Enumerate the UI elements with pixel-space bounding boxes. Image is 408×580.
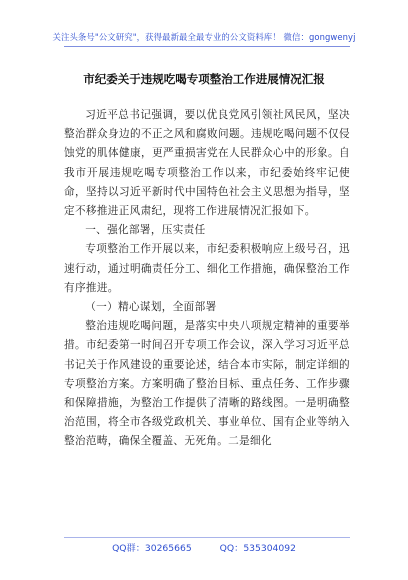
paragraph-subsection-1: 整治违规吃喝问题，是落实中央八项规定精神的重要举措。市纪委第一时间召开专项工作会议，深入学习习近平总书记关于作风建设的重要论述，结合本市实际，制定详细的专项整治方案。方案明确了整治目标、重点任务、工作步骤和保障措施，为整治工作提供了清晰的路线图。一是明确整治范围，将全市各级党政机关、事业单位、国有企业等纳入整治范畴，确保全覆盖、无死角。二是细化 bbox=[64, 320, 350, 448]
footer-qq-group: QQ群：30265665 bbox=[112, 543, 192, 554]
header-divider bbox=[64, 46, 350, 47]
header-notice: 关注头条号"公文研究"，获得最新最全最专业的公文资料库！ 微信：gongwenyj bbox=[52, 32, 356, 42]
paragraph-section-1: 专项整治工作开展以来，市纪委积极响应上级号召，迅速行动，通过明确责任分工、细化工作措施，确保整治工作有序推进。 bbox=[64, 243, 350, 294]
footer-contact bbox=[0, 540, 408, 554]
section-heading-1: 一、强化部署，压实责任 bbox=[85, 224, 206, 237]
footer-divider bbox=[64, 537, 350, 538]
subsection-heading-1: （一）精心谋划，全面部署 bbox=[85, 301, 217, 314]
paragraph-intro: 习近平总书记强调，要以优良党风引领社风民风，坚决整治群众身边的不正之风和腐败问题。违规吃喝问题不仅侵蚀党的肌体健康，更严重损害党在人民群众心中的形象。自我市开展违规吃喝专项整治工作以来，市纪委始终牢记使命，坚持以习近平新时代中国特色社会主义思想为指导，坚定不移推进正风肃纪，现将工作进展情况汇报如下。 bbox=[64, 109, 350, 218]
footer-qq: QQ：535304092 bbox=[219, 543, 296, 554]
document-title: 市纪委关于违规吃喝专项整治工作进展情况汇报 bbox=[83, 72, 325, 86]
document-body bbox=[64, 106, 350, 452]
